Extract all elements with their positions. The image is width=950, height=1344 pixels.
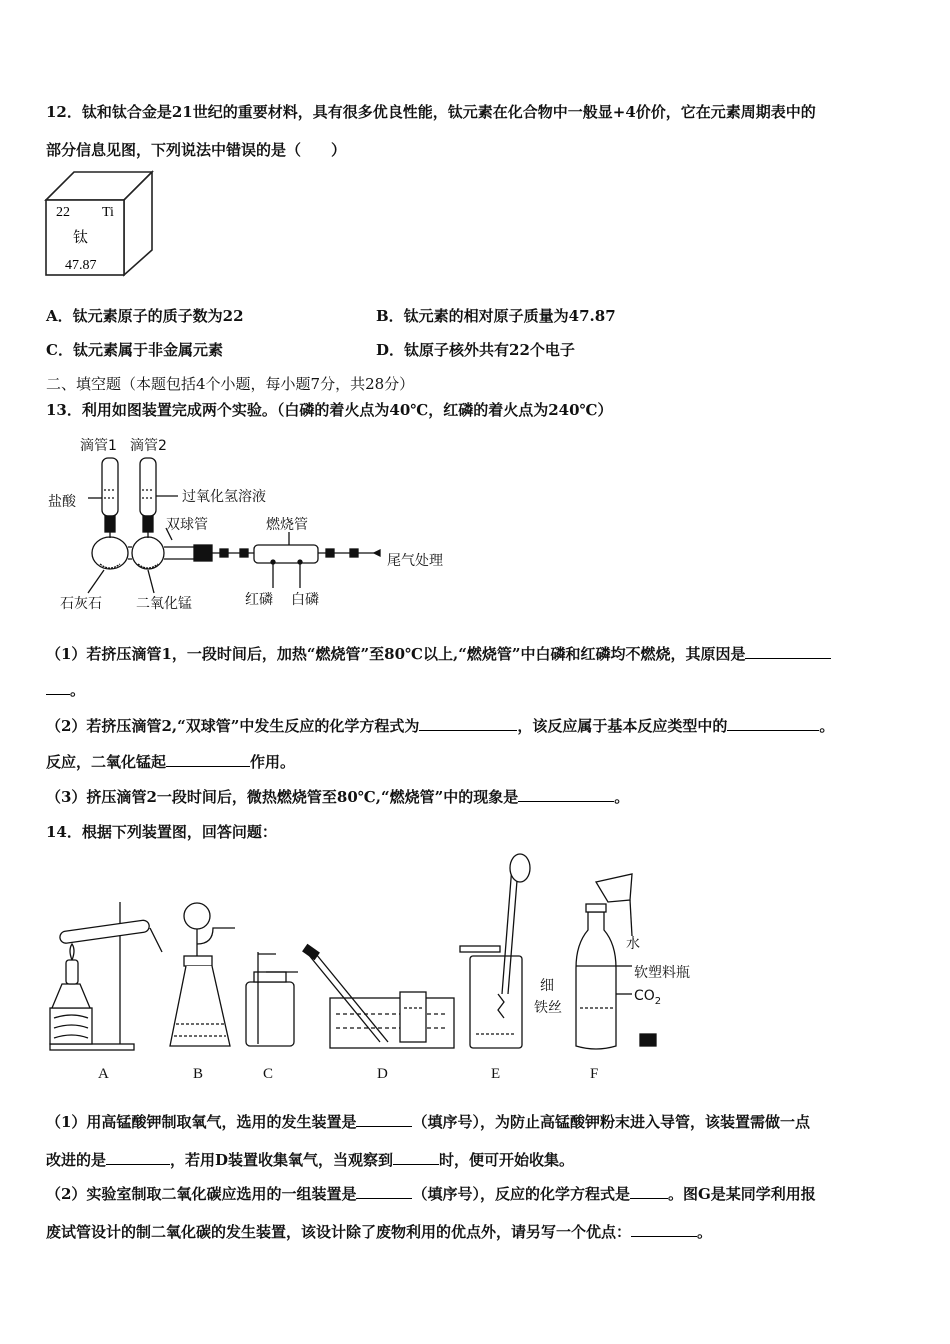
q14-part1-line1 [46,1112,810,1132]
q13-part1-line2 [46,680,85,700]
q13-part2-text-b: ，该反应属于基本反应类型中的 [517,717,728,735]
apparatus-label-c: C [263,1066,274,1082]
atomic-mass: 47.87 [65,258,97,273]
element-symbol: Ti [102,205,114,220]
q14-part1-text-b: （填序号），为防止高锰酸钾粉末进入导管，该装置需做一点 [412,1113,810,1131]
combustion-tube-label: 燃烧管 [266,517,308,533]
q13-part2-text-c: 。 [819,717,835,735]
q13-part2-text-e: 作用。 [250,753,296,771]
iron-wire-label: 铁丝 [534,1000,562,1016]
answer-blank[interactable] [727,716,819,731]
answer-blank[interactable] [630,1184,668,1199]
answer-blank[interactable] [356,1184,412,1199]
q13-part1-line1 [46,644,831,664]
q13-part2-line1 [46,716,834,736]
q13-part1-text: （1）若挤压滴管1，一段时间后，加热“燃烧管”至80℃以上,“燃烧管”中白磷和红磷均不燃烧，其原因是 [46,645,746,663]
q13-part2-text: （2）若挤压滴管2,“双球管”中发生反应的化学方程式为 [46,717,420,735]
fine-label: 细 [540,978,554,994]
answer-blank[interactable] [419,716,517,731]
answer-blank[interactable] [356,1112,412,1127]
q14-part1-text: （1）用高锰酸钾制取氧气，选用的发生装置是 [46,1113,357,1131]
q14-part1-text-c: 改进的是 [46,1151,107,1169]
atomic-number: 22 [56,205,70,220]
q14-part1-text-e: 时，便可开始收集。 [439,1151,575,1169]
apparatus-label-f: F [590,1066,599,1082]
apparatus-label-b: B [193,1066,204,1082]
q14-part2-line1 [46,1184,816,1204]
q13-part2-line2 [46,752,295,772]
dropper2-label: 滴管2 [130,438,167,454]
q14-part2-end: 。 [697,1223,713,1241]
plastic-bottle-label: 软塑料瓶 [634,965,690,981]
answer-blank[interactable] [106,1150,170,1165]
q13-title: 13．利用如图装置完成两个实验。（白磷的着火点为40℃，红磷的着火点为240℃） [46,401,613,419]
red-p-label: 红磷 [245,592,273,608]
water-label: 水 [626,936,640,952]
dropper1-label: 滴管1 [80,438,117,454]
mno2-label: 二氧化锰 [136,596,192,612]
answer-blank[interactable] [46,680,70,695]
q14-title: 14．根据下列装置图，回答问题： [46,823,277,841]
apparatus-label-a: A [98,1066,109,1082]
answer-blank[interactable] [393,1150,439,1165]
q13-apparatus-figure [44,428,484,618]
q13-part3-text: （3）挤压滴管2一段时间后，微热燃烧管至80℃,“燃烧管”中的现象是 [46,788,519,806]
apparatus-label-d: D [377,1066,388,1082]
hcl-label: 盐酸 [48,494,76,510]
element-cell-figure [44,170,156,278]
q14-part2-text-b: （填序号），反应的化学方程式是 [412,1185,630,1203]
q12-line1: 12．钛和钛合金是21世纪的重要材料，具有很多优良性能，钛元素在化合物中一般显+4价价，它在元素周期表中的 [46,103,816,121]
q12-line2: 部分信息见图，下列说法中错误的是（ ） [46,141,347,159]
q14-apparatus-figure [40,848,720,1088]
q14-part2-text: （2）实验室制取二氧化碳应选用的一组装置是 [46,1185,357,1203]
limestone-label: 石灰石 [60,596,102,612]
double-bulb-label: 双球管 [166,517,208,533]
q14-part2-text-c: 。图G是某同学利用报 [667,1185,816,1203]
q14-part1-text-d: ，若用D装置收集氧气，当观察到 [170,1151,394,1169]
answer-blank[interactable] [745,644,831,659]
q13-part2-text-d: 反应，二氧化锰起 [46,753,167,771]
q12-option-a: A．钛元素原子的质子数为22 [46,307,244,325]
q12-option-c: C．钛元素属于非金属元素 [46,341,223,359]
q13-part3 [46,787,629,807]
white-p-label: 白磷 [291,592,319,608]
q13-part1-end: 。 [70,681,86,699]
q14-part1-line2 [46,1150,574,1170]
co2-label: $CO_2$ [634,988,662,1007]
q12-option-b: B．钛元素的相对原子质量为47.87 [376,307,616,325]
tail-gas-label: 尾气处理 [387,553,443,569]
q13-part3-end: 。 [614,788,630,806]
section-2-heading: 二、填空题（本题包括4个小题，每小题7分，共28分） [46,375,415,393]
q14-part2-text-d: 废试管设计的制二氧化碳的发生装置，该设计除了废物利用的优点外，请另写一个优点： [46,1223,632,1241]
answer-blank[interactable] [166,752,250,767]
answer-blank[interactable] [518,787,614,802]
q12-option-d: D．钛原子核外共有22个电子 [376,341,575,359]
apparatus-label-e: E [491,1066,501,1082]
answer-blank[interactable] [631,1222,697,1237]
element-name: 钛 [73,228,89,246]
h2o2-label: 过氧化氢溶液 [182,489,266,505]
q14-part2-line2 [46,1222,712,1242]
